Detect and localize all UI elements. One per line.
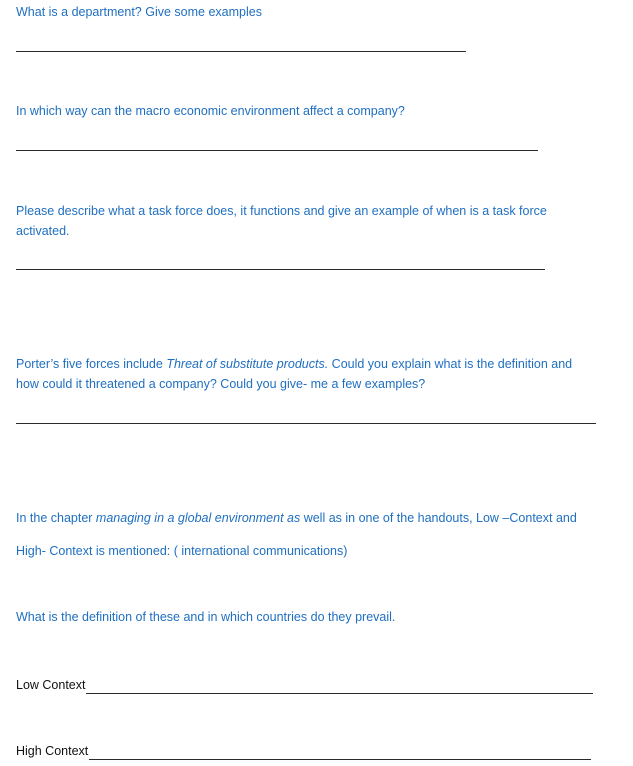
low-context-field [16, 676, 593, 694]
answer-line-porter[interactable] [16, 423, 596, 424]
low-context-label: Low Context [16, 678, 86, 692]
question-text-line2: activated. [16, 224, 70, 238]
question-emphasis: Threat of substitute products. [166, 357, 329, 371]
high-context-field [16, 742, 591, 760]
high-context-answer-line[interactable] [89, 746, 591, 760]
question-emphasis: managing in a global environment as [95, 511, 301, 525]
low-context-answer-line[interactable] [86, 680, 593, 694]
question-text: What is the definition of these and in which countries do they prevail. [16, 610, 396, 624]
question-text-line1-end: Could you explain what is the definition and [328, 357, 573, 371]
answer-line-task-force[interactable] [16, 269, 545, 270]
high-context-label: High Context [16, 744, 89, 758]
question-macro-environment [16, 101, 405, 121]
question-text-line1: Please describe what a task force does, it functions and give an example of when is a task force [16, 204, 547, 218]
question-text-line1-end: well as in one of the handouts, Low –Context and [300, 511, 577, 525]
question-text-line2: High- Context is mentioned: ( international communications) [16, 544, 348, 558]
question-text: In which way can the macro economic environment affect a company? [16, 104, 405, 118]
question-porter-five-forces [16, 354, 572, 394]
answer-line-department[interactable] [16, 51, 466, 52]
question-context-line2 [16, 541, 347, 561]
question-task-force [16, 201, 547, 241]
question-text-line1-start: In the chapter [16, 511, 96, 525]
question-definition [16, 607, 395, 627]
answer-line-macro-environment[interactable] [16, 150, 538, 151]
question-text: What is a department? Give some examples [16, 5, 262, 19]
question-text-line1-start: Porter’s five forces include [16, 357, 167, 371]
question-text-line2: how could it threatened a company? Could you give- me a few examples? [16, 377, 426, 391]
question-context-line1 [16, 508, 577, 528]
question-department [16, 2, 262, 22]
